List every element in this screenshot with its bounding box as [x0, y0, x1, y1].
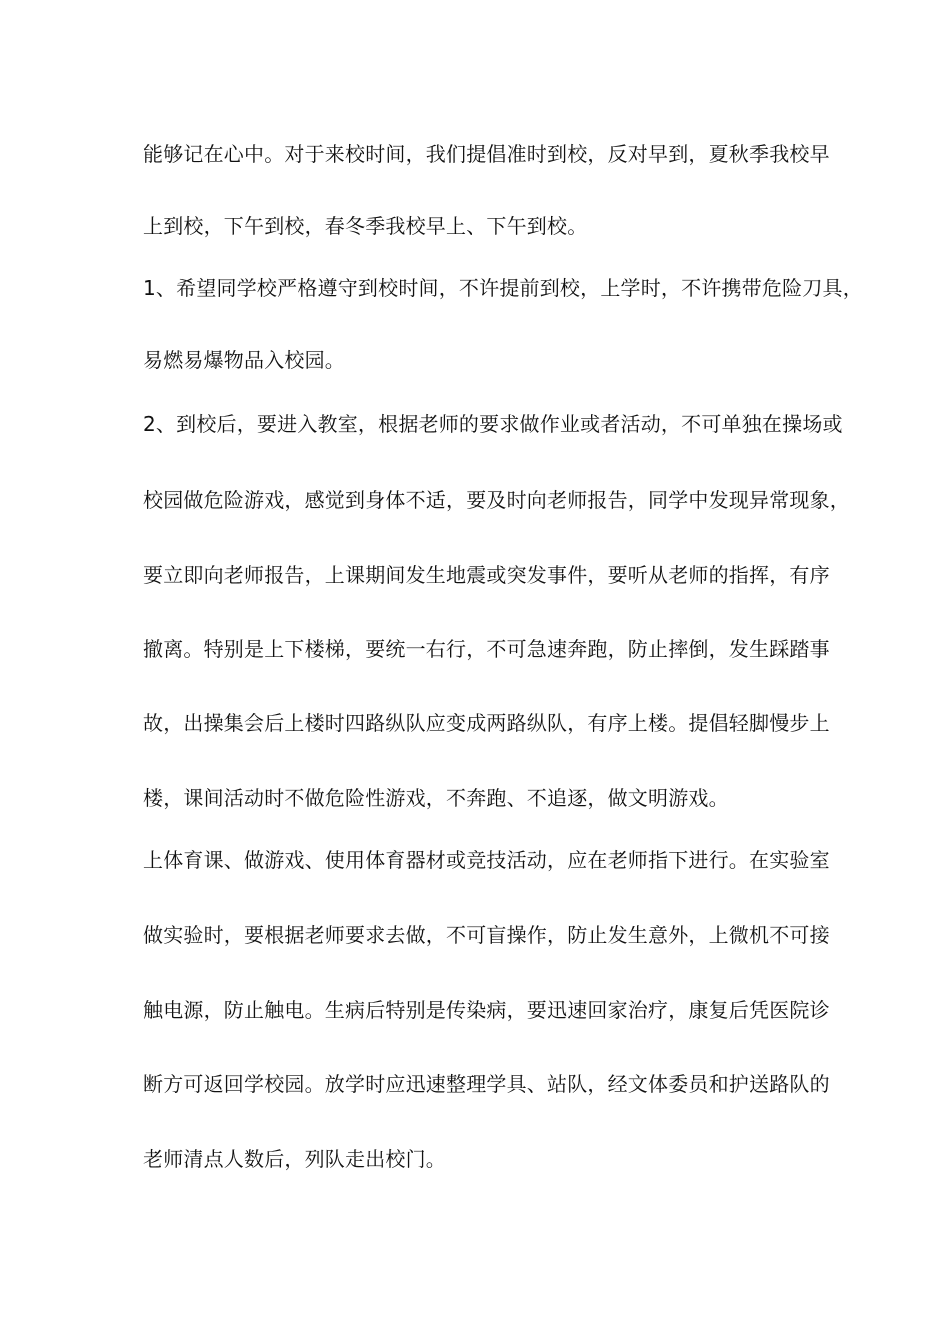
text-line: 1、希望同学校严格遵守到校时间，不许提前到校，上学时，不许携带危险刀具，: [143, 276, 863, 300]
text-line: 校园做危险游戏，感觉到身体不适，要及时向老师报告，同学中发现异常现象，: [143, 488, 850, 512]
text-line: 断方可返回学校园。放学时应迅速整理学具、站队，经文体委员和护送路队的: [143, 1072, 830, 1096]
text-line: 做实验时，要根据老师要求去做，不可盲操作，防止发生意外，上微机不可接: [143, 923, 830, 947]
text-line: 要立即向老师报告，上课期间发生地震或突发事件，要听从老师的指挥，有序: [143, 563, 830, 587]
text-line: 故，出操集会后上楼时四路纵队应变成两路纵队，有序上楼。提倡轻脚慢步上: [143, 711, 830, 735]
text-line: 楼，课间活动时不做危险性游戏，不奔跑、不追逐，做文明游戏。: [143, 786, 729, 810]
text-line: 易燃易爆物品入校园。: [143, 348, 345, 372]
text-line: 上到校，下午到校，春冬季我校早上、下午到校。: [143, 214, 588, 238]
text-line: 能够记在心中。对于来校时间，我们提倡准时到校，反对早到，夏秋季我校早: [143, 142, 830, 166]
text-line: 上体育课、做游戏、使用体育器材或竞技活动，应在老师指下进行。在实验室: [143, 848, 830, 872]
text-line: 撤离。特别是上下楼梯，要统一右行，不可急速奔跑，防止摔倒，发生踩踏事: [143, 637, 830, 661]
text-line: 2、到校后，要进入教室，根据老师的要求做作业或者活动，不可单独在操场或: [143, 412, 843, 436]
text-line: 老师清点人数后，列队走出校门。: [143, 1147, 446, 1171]
text-line: 触电源，防止触电。生病后特别是传染病，要迅速回家治疗，康复后凭医院诊: [143, 998, 830, 1022]
